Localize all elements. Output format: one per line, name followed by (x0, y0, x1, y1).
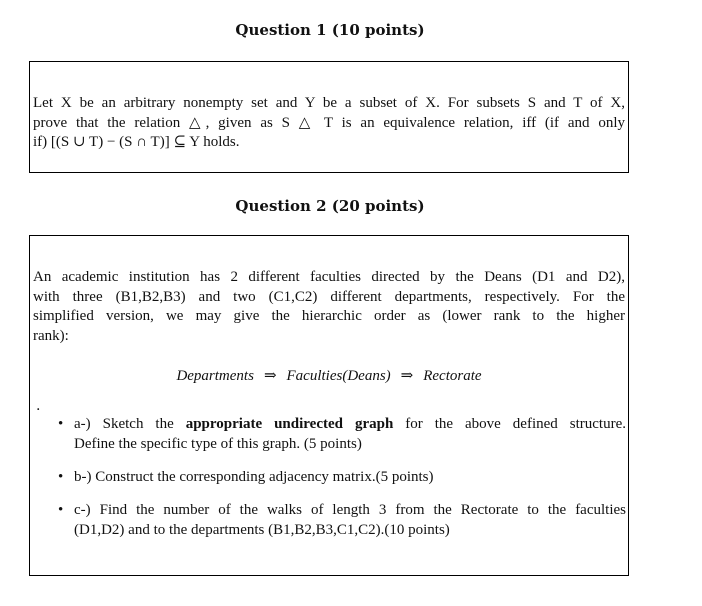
part-b-text: b-) Construct the corresponding adjacency matrix.(5 points) (74, 469, 434, 485)
stray-dot: . (36, 398, 41, 414)
question-1-title: Question 1 (10 points) (235, 21, 425, 39)
bullet-icon: • (58, 416, 64, 432)
question-2-text (33, 268, 625, 346)
question-2-title: Question 2 (20 points) (235, 197, 425, 215)
list-item (54, 414, 626, 454)
sub-questions-list (54, 414, 626, 553)
question-1-line-3: if) [(S ∪ T) − (S ∩ T)] ⊆ Y holds. (33, 134, 240, 150)
list-item (54, 467, 626, 487)
hierarchy-departments: Departments (176, 368, 254, 384)
question-1-line-1: Let X be an arbitrary nonempty set and Y be a subset of X. For subsets S and T of X, (33, 95, 625, 111)
part-c-line-2: (D1,D2) and to the departments (B1,B2,B3,C1,C2).(10 points) (74, 522, 450, 538)
part-a-line-1: a-) Sketch the appropriate undirected graph for the above defined structure. (74, 416, 626, 432)
question-2-line-3: simplified version, we may give the hierarchic order as (lower rank to the higher (33, 308, 625, 324)
question-1-box (29, 61, 629, 173)
list-item (54, 500, 626, 540)
part-a-line-2: Define the specific type of this graph. (5 points) (74, 436, 362, 452)
question-2-line-4: rank): (33, 327, 69, 344)
hierarchy-rectorate: Rectorate (423, 368, 482, 384)
implies-arrow-icon: ⇒ (400, 368, 414, 384)
bullet-icon: • (58, 502, 64, 518)
hierarchy-order (30, 366, 628, 385)
part-c-line-1: c-) Find the number of the walks of length 3 from the Rectorate to the faculties (74, 502, 626, 518)
question-2-line-1: An academic institution has 2 different faculties directed by the Deans (D1 and D2), (33, 269, 625, 285)
question-2-line-2: with three (B1,B2,B3) and two (C1,C2) different departments, respectively. For the (33, 288, 625, 305)
hierarchy-faculties: Faculties(Deans) (286, 368, 391, 384)
question-1-text (33, 94, 625, 153)
question-1-line-2: prove that the relation △, given as S △ T is an equivalence relation, iff (if and only (33, 114, 625, 131)
implies-arrow-icon: ⇒ (263, 368, 277, 384)
bullet-icon: • (58, 469, 64, 485)
question-2-box (29, 235, 629, 576)
part-a-bold: appropriate undirected graph (185, 416, 394, 432)
